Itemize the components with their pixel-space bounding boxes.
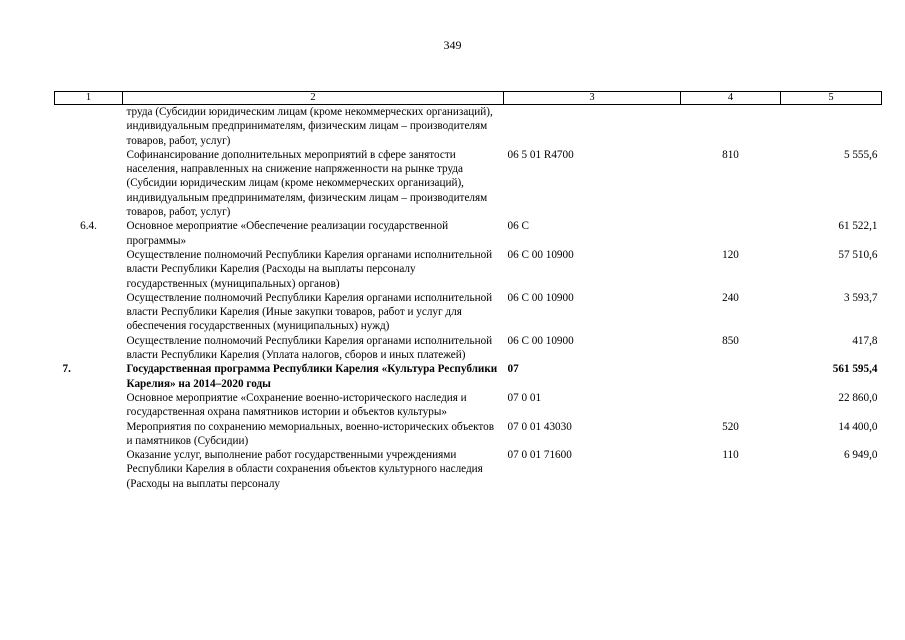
- table-row: [55, 105, 882, 148]
- table-row-program: [55, 362, 882, 391]
- row-expense-type: 110: [722, 449, 739, 462]
- row-code: 06 5 01 R4700: [507, 148, 574, 161]
- row-amount: 417,8: [852, 334, 878, 347]
- row-amount: 6 949,0: [843, 449, 878, 462]
- row-number: 7.: [62, 363, 71, 376]
- row-description: Основное мероприятие «Обеспечение реализации государственной программы»: [126, 220, 449, 247]
- row-amount: 22 860,0: [838, 391, 878, 404]
- row-number: 6.4.: [80, 220, 97, 233]
- row-amount: 3 593,7: [843, 291, 878, 304]
- row-description: Осуществление полномочий Республики Карелия органами исполнительной власти Республики Карелия (Расходы на выплаты персоналу государственных (муниципальных) органов): [126, 248, 493, 290]
- row-expense-type: 240: [722, 291, 739, 304]
- row-code: 06 С 00 10900: [507, 291, 574, 304]
- row-expense-type: 120: [722, 248, 739, 261]
- table-row: [55, 448, 882, 491]
- budget-table: [54, 91, 882, 491]
- table-row: [55, 420, 882, 449]
- row-description: Осуществление полномочий Республики Карелия органами исполнительной власти Республики Карелия (Иные закупки товаров, работ и услуг для обеспечения государственных (муниципальных) нужд): [126, 291, 493, 333]
- row-code: 06 С: [507, 220, 529, 233]
- row-number: [55, 291, 123, 334]
- row-description: Софинансирование дополнительных мероприятий в сфере занятости населения, направленных на снижение напряженности на рынке труда (Субсидии юридическим лицам (кроме некоммерческих организаций), индивидуальным предпринимателям, физическим лицам – производителям товаров, работ, услуг): [126, 148, 488, 219]
- row-number: [55, 248, 123, 291]
- row-number: [55, 105, 123, 148]
- table-row: [55, 291, 882, 334]
- column-header-2: 2: [123, 92, 504, 105]
- row-number: [55, 391, 123, 420]
- row-code: 06 С 00 10900: [507, 334, 574, 347]
- row-amount: 14 400,0: [838, 420, 878, 433]
- row-number: [55, 334, 123, 363]
- row-description: труда (Субсидии юридическим лицам (кроме некоммерческих организаций), индивидуальным предпринимателям, физическим лицам – производителям товаров, работ, услуг): [126, 106, 493, 147]
- row-expense-type: 850: [722, 334, 739, 347]
- table-row: [55, 148, 882, 219]
- row-amount: [781, 105, 882, 148]
- row-description: Государственная программа Республики Карелия «Культура Республики Карелия» на 2014–2020 годы: [126, 363, 498, 390]
- row-expense-type: [681, 391, 781, 420]
- row-code: 07 0 01: [507, 391, 542, 404]
- row-expense-type: 520: [722, 420, 739, 433]
- row-description: Оказание услуг, выполнение работ государственными учреждениями Республики Карелия в области сохранения объектов культурного наследия (Расходы на выплаты персоналу: [126, 449, 483, 490]
- table-row: [55, 334, 882, 363]
- table-header-row: [55, 92, 882, 105]
- row-code: 07: [507, 363, 519, 376]
- column-header-1: 1: [55, 92, 123, 105]
- row-expense-type: [681, 105, 781, 148]
- row-number: [55, 448, 123, 491]
- row-code: 07 0 01 71600: [507, 449, 572, 462]
- table-row: [55, 219, 882, 248]
- row-description: Мероприятия по сохранению мемориальных, военно-исторических объектов и памятников (Субсидии): [126, 420, 494, 447]
- row-number: [55, 148, 123, 219]
- row-expense-type: [681, 219, 781, 248]
- table-row: [55, 391, 882, 420]
- row-description: Основное мероприятие «Сохранение военно-исторического наследия и государственная охрана памятников истории и объектов культуры»: [126, 391, 467, 419]
- row-code: 06 С 00 10900: [507, 248, 574, 261]
- row-amount: 61 522,1: [838, 220, 878, 233]
- row-code: 07 0 01 43030: [507, 420, 572, 433]
- column-header-4: 4: [681, 92, 781, 105]
- row-amount: 5 555,6: [843, 148, 878, 161]
- row-number: [55, 420, 123, 449]
- column-header-3: 3: [504, 92, 681, 105]
- page-number: 349: [443, 38, 462, 52]
- row-amount: 561 595,4: [832, 363, 878, 376]
- row-description: Осуществление полномочий Республики Карелия органами исполнительной власти Республики Карелия (Уплата налогов, сборов и иных платежей): [126, 334, 493, 362]
- table-row: [55, 248, 882, 291]
- column-header-5: 5: [781, 92, 882, 105]
- row-expense-type: [681, 362, 781, 391]
- row-expense-type: 810: [722, 148, 739, 161]
- row-amount: 57 510,6: [838, 248, 878, 261]
- row-code: [504, 105, 681, 148]
